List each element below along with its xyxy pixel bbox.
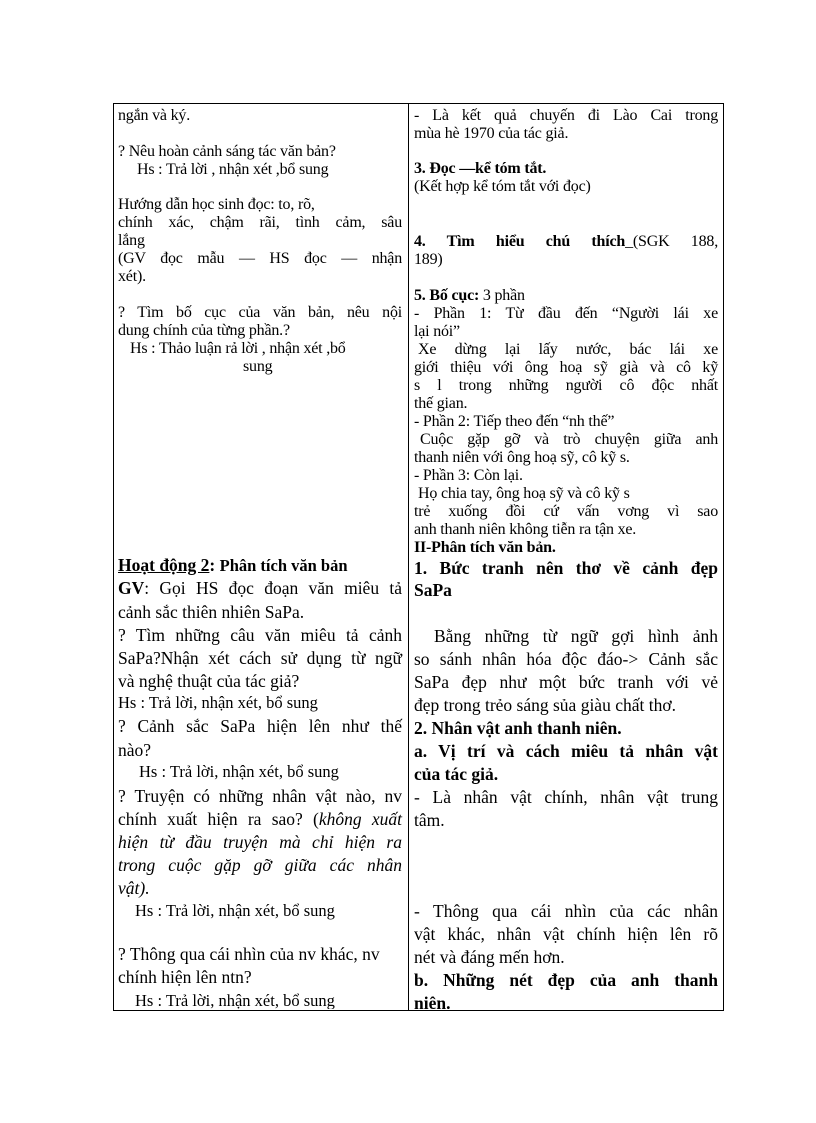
student-activity [135, 993, 335, 1009]
text-line: nào? [118, 740, 152, 760]
text-line: sung [243, 358, 273, 375]
text-line: cảnh sắc thiên nhiên SaPa. [118, 602, 305, 622]
text-line: mùa hè 1970 của tác giả. [414, 125, 569, 142]
text-span: 3 phần [479, 287, 525, 304]
italic-note: vật). [118, 878, 150, 898]
text-line: vật khác, nhân vật chính hiện lên rõ [414, 924, 718, 944]
text-line [118, 197, 402, 213]
text-line: - Là nhân vật chính, nhân vật trung [414, 787, 718, 807]
italic-span: không xuất [318, 809, 402, 829]
text-line: SaPa?Nhận xét cách sử dụng từ ngữ [118, 648, 402, 668]
text-line: - Phần 1: Từ đầu đến “Người lái xe [414, 305, 718, 322]
question: ? Nêu hoàn cảnh sáng tác văn bản? [118, 143, 336, 160]
text-line: Cuộc gặp gỡ và trò chuyện giữa anh [420, 431, 718, 448]
student-label: Hs : [135, 901, 163, 920]
student-text: Trả lời, nhận xét, bổ sung [165, 993, 335, 1009]
section-heading: 3. Đọc —kể tóm tắt. [414, 160, 547, 177]
text-line: anh thanh niên không tiễn ra tận xe. [414, 521, 637, 538]
text-line: s l trong những người cô độc nhất [414, 377, 718, 394]
section-heading: II-Phân tích văn bản. [414, 539, 556, 556]
italic-note: hiện từ đầu truyện mà chỉ hiện ra [118, 832, 402, 852]
question: ? Cảnh sắc SaPa hiện lên như thế [118, 716, 402, 736]
subsection-heading: của tác giả. [414, 764, 499, 784]
text-line: Bằng những từ ngữ gợi hình ảnh [434, 626, 718, 646]
text-line: đẹp trong trẻo sáng sủa giàu chất thơ. [414, 695, 676, 715]
student-label: Hs : [135, 993, 163, 1009]
text-line: tâm. [414, 810, 445, 830]
student-activity [139, 764, 339, 781]
activity-heading [118, 557, 348, 575]
text-span: Hướng dẫn học sinh đọc: to, rõ, [118, 196, 315, 213]
text-line: nét và đáng mến hơn. [414, 947, 565, 967]
text-line: (GV đọc mẫu — HS đọc — nhận [118, 250, 402, 267]
student-text: Trả lời, nhận xét, bổ sung [148, 693, 318, 712]
text-span: _(SGK 188, [625, 233, 719, 250]
column-divider [408, 103, 409, 1011]
text-line: thế gian. [414, 395, 468, 412]
text-line: (Kết hợp kể tóm tắt với đọc) [414, 178, 591, 195]
student-activity: Hs : Thảo luận rả lời , nhận xét ,bổ [130, 340, 346, 357]
teacher-label: GV [118, 578, 145, 598]
subsection-heading: 1. Bức tranh nên thơ về cảnh đẹp [414, 558, 718, 578]
text-line: Xe dừng lại lấy nước, bác lái xe [418, 341, 718, 358]
section-heading [414, 288, 525, 304]
text-line: 189) [414, 251, 443, 268]
text-line: xét). [118, 268, 146, 285]
student-text: Trả lời, nhận xét, bổ sung [169, 762, 339, 781]
text-line: thanh niên với ông hoạ sỹ, cô kỹ s. [414, 449, 630, 466]
subsection-heading: niên. [414, 993, 451, 1013]
text-line: Họ chia tay, ông hoạ sỹ và cô kỹ s [418, 485, 630, 502]
text-line: chính hiện lên ntn? [118, 967, 252, 987]
text-line: so sánh nhân hóa độc đáo-> Cảnh sắc [414, 649, 718, 669]
question: ? Tìm những câu văn miêu tả cảnh [118, 625, 402, 645]
subsection-heading: a. Vị trí và cách miêu tả nhân vật [414, 741, 718, 761]
student-label: Hs : [139, 762, 167, 781]
text-line: - Thông qua cái nhìn của các nhân [414, 901, 718, 921]
text-line: lại nói” [414, 323, 460, 340]
text-line: - Phần 3: Còn lại. [414, 467, 523, 484]
text-line: - Là kết quả chuyến đi Lào Cai trong [414, 107, 718, 124]
student-activity: Hs : Trả lời , nhận xét ,bổ sung [137, 161, 329, 178]
text-line: và nghệ thuật của tác giả? [118, 671, 300, 691]
text-line: ngắn và ký. [118, 107, 191, 124]
text-line [118, 811, 402, 829]
text-span: : Gọi HS đọc đoạn văn miêu tả [144, 578, 402, 598]
student-activity [135, 903, 335, 920]
text-line: lắng [118, 232, 145, 249]
student-label: Hs : [118, 693, 146, 712]
text-line: dung chính của từng phần.? [118, 322, 290, 339]
subsection-heading: 2. Nhân vật anh thanh niên. [414, 718, 622, 738]
text-line: - Phần 2: Tiếp theo đến “nh thế” [414, 413, 615, 430]
heading-colon: : [209, 555, 216, 575]
student-activity [118, 695, 318, 712]
heading-text: 4. Tìm hiểu chú thích [414, 233, 626, 250]
italic-note: trong cuộc gặp gỡ giữa các nhân [118, 855, 402, 875]
text-line: giới thiệu với ông hoạ sỹ già và cô kỹ [414, 359, 718, 376]
text-line: SaPa đẹp như một bức tranh với vẻ [414, 672, 718, 692]
activity-label: Hoạt động 2 [118, 555, 210, 575]
subsection-heading: b. Những nét đẹp của anh thanh [414, 970, 718, 990]
activity-title: Phân tích văn bản [219, 556, 348, 575]
student-text: Trả lời, nhận xét, bổ sung [165, 901, 335, 920]
text-span: chính xuất hiện ra sao? ( [118, 809, 319, 829]
heading-text: 5. Bố cục: [414, 287, 480, 304]
teacher-instruction [118, 580, 402, 598]
question: ? Truyện có những nhân vật nào, nv [118, 786, 402, 806]
question: ? Thông qua cái nhìn của nv khác, nv [118, 944, 380, 964]
subsection-heading: SaPa [414, 580, 452, 600]
text-line: trẻ xuống đồi cứ vấn vơng vì sao [414, 503, 718, 520]
question: ? Tìm bố cục của văn bản, nêu nội [118, 304, 402, 321]
text-line: chính xác, chậm rãi, tình cảm, sâu [118, 214, 402, 231]
section-heading [414, 234, 718, 250]
